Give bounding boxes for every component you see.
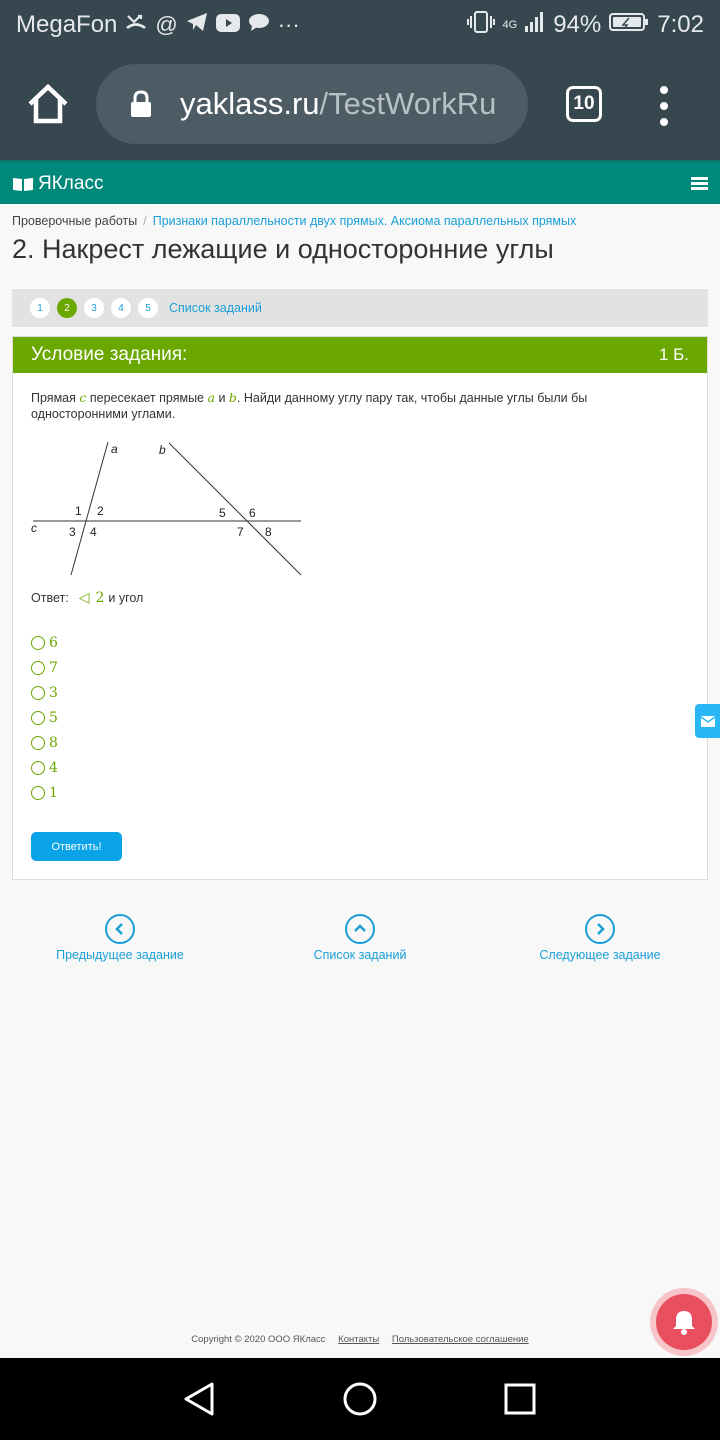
chevron-up-icon[interactable]	[345, 914, 375, 944]
chat-icon	[248, 12, 270, 38]
notification-bell-button[interactable]	[650, 1288, 718, 1356]
at-icon: @	[155, 12, 178, 37]
site-logo[interactable]	[12, 173, 103, 195]
option-1[interactable]	[31, 780, 58, 805]
youtube-icon	[216, 12, 240, 38]
answer-given-angle: 2	[95, 590, 105, 606]
angle-label-7: 7	[237, 525, 244, 539]
option-label: 5	[49, 709, 58, 726]
answer-line	[31, 590, 143, 606]
option-6[interactable]	[31, 630, 58, 655]
telegram-icon	[186, 12, 208, 38]
option-label: 6	[49, 634, 58, 651]
radio-icon[interactable]	[31, 636, 45, 650]
option-label: 8	[49, 734, 58, 751]
android-nav-bar	[0, 1358, 720, 1440]
contacts-link[interactable]: Контакты	[338, 1334, 380, 1345]
hamburger-menu-icon[interactable]	[691, 177, 708, 190]
site-header	[0, 160, 720, 204]
angle-symbol-icon: ◁	[78, 590, 90, 606]
angle-label-6: 6	[249, 506, 256, 520]
option-label: 1	[49, 784, 58, 801]
status-bar	[0, 0, 720, 50]
back-icon[interactable]	[182, 1381, 218, 1417]
variable-b: b	[228, 390, 237, 405]
breadcrumb-separator: /	[143, 214, 147, 228]
label-b: b	[159, 443, 166, 457]
task-text-part: и	[218, 391, 226, 405]
angle-label-1: 1	[75, 504, 82, 518]
task-list-link[interactable]: Список заданий	[169, 301, 262, 315]
line-b	[169, 443, 301, 575]
feedback-mail-icon[interactable]	[695, 704, 720, 738]
next-task-link[interactable]	[480, 914, 720, 962]
option-5[interactable]	[31, 705, 58, 730]
task-5-link[interactable]: 5	[138, 298, 158, 318]
url-text	[180, 86, 496, 122]
task-panel	[12, 336, 708, 880]
home-circle-icon[interactable]	[342, 1381, 378, 1417]
chevron-right-icon[interactable]	[585, 914, 615, 944]
angle-label-5: 5	[219, 506, 226, 520]
task-list-bottom-label[interactable]: Список заданий	[313, 948, 407, 962]
label-a: a	[111, 442, 118, 456]
variable-a: a	[207, 390, 215, 405]
task-panel-header	[13, 337, 707, 373]
label-c: c	[31, 521, 37, 535]
vibrate-icon	[467, 11, 495, 39]
angle-label-3: 3	[69, 525, 76, 539]
task-3-link[interactable]: 3	[84, 298, 104, 318]
task-text-part: Прямая	[31, 391, 76, 405]
task-header-title: Условие задания:	[31, 344, 188, 365]
more-icon: ···	[277, 12, 300, 37]
answer-options	[31, 630, 58, 805]
angle-label-4: 4	[90, 525, 97, 539]
option-7[interactable]	[31, 655, 58, 680]
breadcrumb	[12, 214, 576, 228]
radio-icon[interactable]	[31, 786, 45, 800]
answer-suffix: и угол	[108, 591, 144, 605]
option-label: 3	[49, 684, 58, 701]
url-path: /TestWorkRu	[319, 86, 497, 121]
option-8[interactable]	[31, 730, 58, 755]
carrier-name: MegaFon	[16, 11, 118, 38]
browser-toolbar	[0, 50, 720, 160]
clock: 7:02	[657, 11, 704, 38]
page-title: 2. Накрест лежащие и односторонние углы	[12, 234, 554, 264]
task-2-link[interactable]: 2	[57, 298, 77, 318]
task-1-link[interactable]: 1	[30, 298, 50, 318]
task-text-part: . Найди данному углу пару так, чтобы данные углы были бы	[236, 391, 588, 405]
footer	[0, 1334, 720, 1345]
option-4[interactable]	[31, 755, 58, 780]
option-3[interactable]	[31, 680, 58, 705]
task-text-part: односторонними углами.	[31, 407, 176, 421]
task-navigation	[12, 289, 708, 327]
radio-icon[interactable]	[31, 661, 45, 675]
missed-call-icon	[125, 12, 147, 38]
angle-label-8: 8	[265, 525, 272, 539]
network-type: 4G	[502, 18, 518, 31]
home-icon[interactable]	[24, 82, 72, 126]
task-description	[31, 390, 631, 422]
chevron-left-icon[interactable]	[105, 914, 135, 944]
next-task-label[interactable]: Следующее задание	[539, 948, 661, 962]
task-points: 1 Б.	[658, 345, 689, 364]
option-label: 4	[49, 759, 58, 776]
previous-task-label[interactable]: Предыдущее задание	[56, 948, 184, 962]
address-bar[interactable]	[96, 64, 528, 144]
tab-count-button[interactable]: 10	[566, 86, 602, 122]
signal-icon	[525, 12, 545, 38]
answer-prefix: Ответ:	[31, 591, 69, 605]
variable-c: c	[79, 390, 87, 405]
logo-text: ЯКласс	[38, 172, 104, 194]
breadcrumb-root[interactable]: Проверочные работы	[12, 214, 138, 228]
radio-icon[interactable]	[31, 711, 45, 725]
task-list-bottom-link[interactable]	[240, 914, 480, 962]
lock-icon	[130, 90, 152, 118]
bell-icon[interactable]	[656, 1294, 712, 1350]
agreement-link[interactable]: Пользовательское соглашение	[391, 1334, 529, 1345]
url-domain: yaklass.ru	[180, 86, 320, 121]
task-text-part: пересекает прямые	[89, 391, 205, 405]
breadcrumb-current[interactable]: Признаки параллельности двух прямых. Аксиома параллельных прямых	[152, 214, 577, 228]
radio-icon[interactable]	[31, 736, 45, 750]
radio-icon[interactable]	[31, 686, 45, 700]
radio-icon[interactable]	[31, 761, 45, 775]
option-label: 7	[49, 659, 58, 676]
task-4-link[interactable]: 4	[111, 298, 131, 318]
battery-icon	[609, 12, 649, 38]
geometry-figure	[27, 435, 327, 580]
book-icon	[12, 176, 34, 192]
previous-task-link[interactable]	[0, 914, 240, 962]
copyright-text: Copyright © 2020 ООО ЯКласс	[191, 1334, 326, 1345]
angle-label-2: 2	[97, 504, 104, 518]
submit-button[interactable]: Ответить!	[31, 832, 122, 861]
battery-percent: 94%	[553, 11, 602, 38]
recents-icon[interactable]	[502, 1381, 538, 1417]
browser-menu-icon[interactable]	[656, 86, 672, 126]
